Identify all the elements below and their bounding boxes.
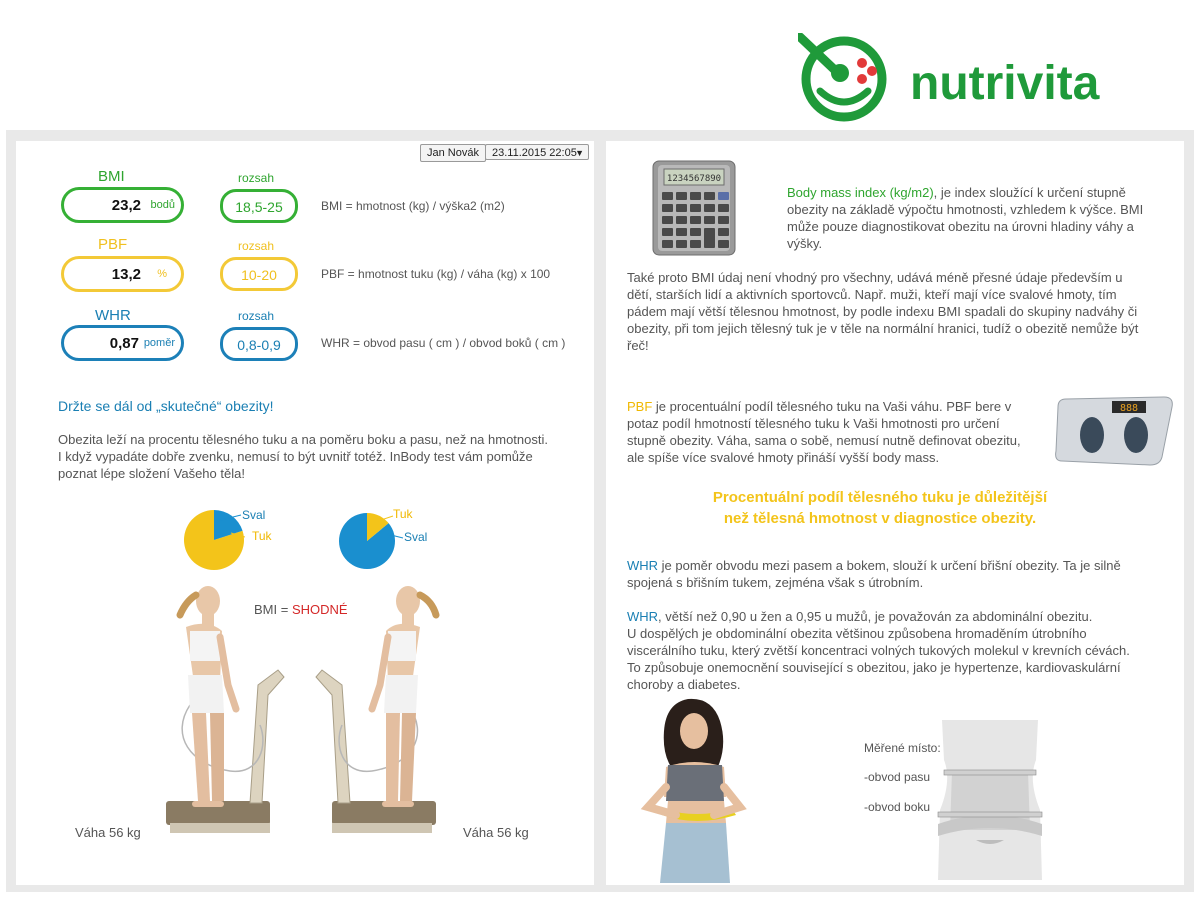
date-select-value: 23.11.2015 22:05 (492, 147, 577, 159)
pie-right-tuk-label: Tuk (393, 507, 413, 521)
pbf-highlight-line-1: Procentuální podíl tělesného tuku je důležitější (712, 489, 1048, 506)
date-select[interactable] (485, 144, 589, 160)
pbf-formula: PBF = hmotnost tuku (kg) / váha (kg) x 100 (321, 267, 551, 281)
bmi-value-pill (61, 187, 184, 223)
whr2-title: WHR (627, 609, 659, 624)
measure-waist: -obvod pasu (864, 770, 931, 784)
nutrivita-logo (798, 33, 1128, 125)
scale-display: 888 (1119, 403, 1139, 414)
pbf-highlight-line-2: než tělesná hmotnost v diagnostice obezity. (723, 510, 1037, 527)
pbf-title: PBF (627, 399, 653, 414)
svg-text:nutrivita: nutrivita (910, 57, 1100, 110)
bmi-unit: bodů (150, 199, 175, 211)
pbf-desc-1: je procentuální podíl tělesného tuku na Vaši váhu. PBF bere v (652, 399, 1012, 414)
pbf-label: PBF (98, 236, 128, 253)
pie-left-leaders (215, 507, 245, 547)
pbf-value: 13,2 (111, 266, 141, 283)
whr2-desc-line-4: To způsobuje onemocnění související s obezitou, jako je hypertenze, kardiovaskulární (627, 660, 1121, 675)
chevron-down-icon: ▼ (575, 148, 584, 158)
bmi-para-line-3: pádem mají větší tělesnou hmotnost, by podle indexu BMI spadali do skupiny nadváhy či (627, 304, 1138, 319)
bmi-desc-line-2: obezity na základě výpočtu hmotnosti, vzhledem k výšce. BMI (787, 202, 1144, 217)
pbf-unit: % (157, 268, 167, 280)
pie-left-tuk-label: Tuk (252, 529, 272, 543)
whr-label: WHR (95, 307, 131, 324)
pbf-range-label: rozsah (238, 239, 275, 253)
bmi-range-label: rozsah (238, 171, 275, 185)
whr2-desc-line-2: U dospělých je obdominální obezita většinou způsobena hromaděním útrobního (627, 626, 1087, 641)
left-para-line-2: I když vypadáte dobře zvenku, nemusí to být uvnitř totéž. InBody test vám pomůže (58, 449, 533, 464)
whr2-desc-1: , větší než 0,90 u žen a 0,95 u mužů, je považován za abdominální obezitu. (658, 609, 1093, 624)
woman-measuring-waist-image (636, 697, 766, 883)
bmi-formula: BMI = hmotnost (kg) / výška2 (m2) (321, 199, 505, 213)
whr-unit: poměr (143, 337, 175, 349)
bmi-equal-prefix: BMI = (254, 602, 289, 617)
bmi-range-pill: 18,5-25 (220, 189, 298, 223)
whr2-desc-line-5: choroby a diabetes. (627, 677, 741, 692)
whr-value: 0,87 (109, 335, 139, 352)
pbf-desc-line-1 (627, 398, 1011, 415)
whr-range-pill: 0,8-0,9 (220, 327, 298, 361)
left-para-line-1: Obezita leží na procentu tělesného tuku a na poměru boku a pasu, než na hmotnosti. (58, 432, 548, 447)
pie-left-sval-label: Sval (242, 508, 266, 522)
pbf-value-pill (61, 256, 184, 292)
pbf-desc-line-2: potaz podíl hmotností tělesného tuku k Vaši hmotnosti pro určení (627, 416, 1000, 431)
left-para-line-3: poznat lépe složení Vašeho těla! (58, 466, 245, 481)
bmi-label: BMI (98, 168, 125, 185)
calculator-icon (652, 160, 736, 256)
pbf-highlight (680, 487, 1080, 529)
whr-value-pill (61, 325, 184, 361)
bmi-desc-line-4: výšky. (787, 236, 823, 251)
left-headline: Držte se dál od „skutečné“ obezity! (58, 398, 274, 414)
bmi-desc-line-1 (787, 184, 1126, 201)
user-button[interactable]: Jan Novák (420, 144, 486, 162)
bathroom-scale-icon (1052, 393, 1176, 467)
whr-desc-line-2: spojená s břišním tukem, zejména však s útrobním. (627, 575, 924, 590)
whr-desc-1: je poměr obvodu mezi pasem a bokem, slouží k určení břišní obezity. Ta je silně (658, 558, 1121, 573)
inbody-illustration (150, 575, 450, 837)
whr-range-label: rozsah (238, 309, 275, 323)
bmi-para-line-4: obezity, při tom jejich tělesný tuk je v těle na normální hranici, tudíž o obezitě nemůže být (627, 321, 1139, 336)
bmi-desc-line-3: může pouze diagnostikovat obezitu na úrovni hladiny váhy a (787, 219, 1134, 234)
pie-right-sval-label: Sval (404, 530, 428, 544)
measure-title: Měřené místo: (864, 741, 941, 755)
whr2-desc-line-3: viscerálního tuku, který zvětší koncentraci volných tukových molekul v krevních cévách. (627, 643, 1130, 658)
bmi-value: 23,2 (111, 197, 141, 214)
bmi-desc-1: , je index sloužící k určení stupně (933, 185, 1126, 200)
weight-left-label: Váha 56 kg (75, 825, 141, 840)
torso-measurement-diagram (936, 720, 1044, 880)
bmi-para-line-2: dětí, starších lidí a aktivních sportovců. Např. muži, kteří mají více svalové hmoty, tím (627, 287, 1117, 302)
weight-right-label: Váha 56 kg (463, 825, 529, 840)
whr-desc-line-1 (627, 557, 1121, 574)
measure-hips: -obvod boku (864, 800, 931, 814)
pbf-range-pill: 10-20 (220, 257, 298, 291)
whr2-desc-line-1 (627, 608, 1092, 625)
bmi-title: Body mass index (kg/m2) (787, 185, 934, 200)
pbf-desc-line-4: ale spíše více svalové hmoty přináší vyšší body mass. (627, 450, 940, 465)
whr-formula: WHR = obvod pasu ( cm ) / obvod boků ( cm ) (321, 336, 566, 350)
pbf-desc-line-3: stupně obezity. Váha, sama o sobě, nemusí nutně definovat obezitu, (627, 433, 1021, 448)
bmi-para-line-1: Také proto BMI údaj není vhodný pro všechny, udává méně přesné údaje především u (627, 270, 1123, 285)
bmi-para-line-5: řeč! (627, 338, 649, 353)
calc-display: 1234567890 (666, 174, 722, 184)
whr-title: WHR (627, 558, 659, 573)
bmi-equal-value: SHODNÉ (291, 602, 348, 617)
